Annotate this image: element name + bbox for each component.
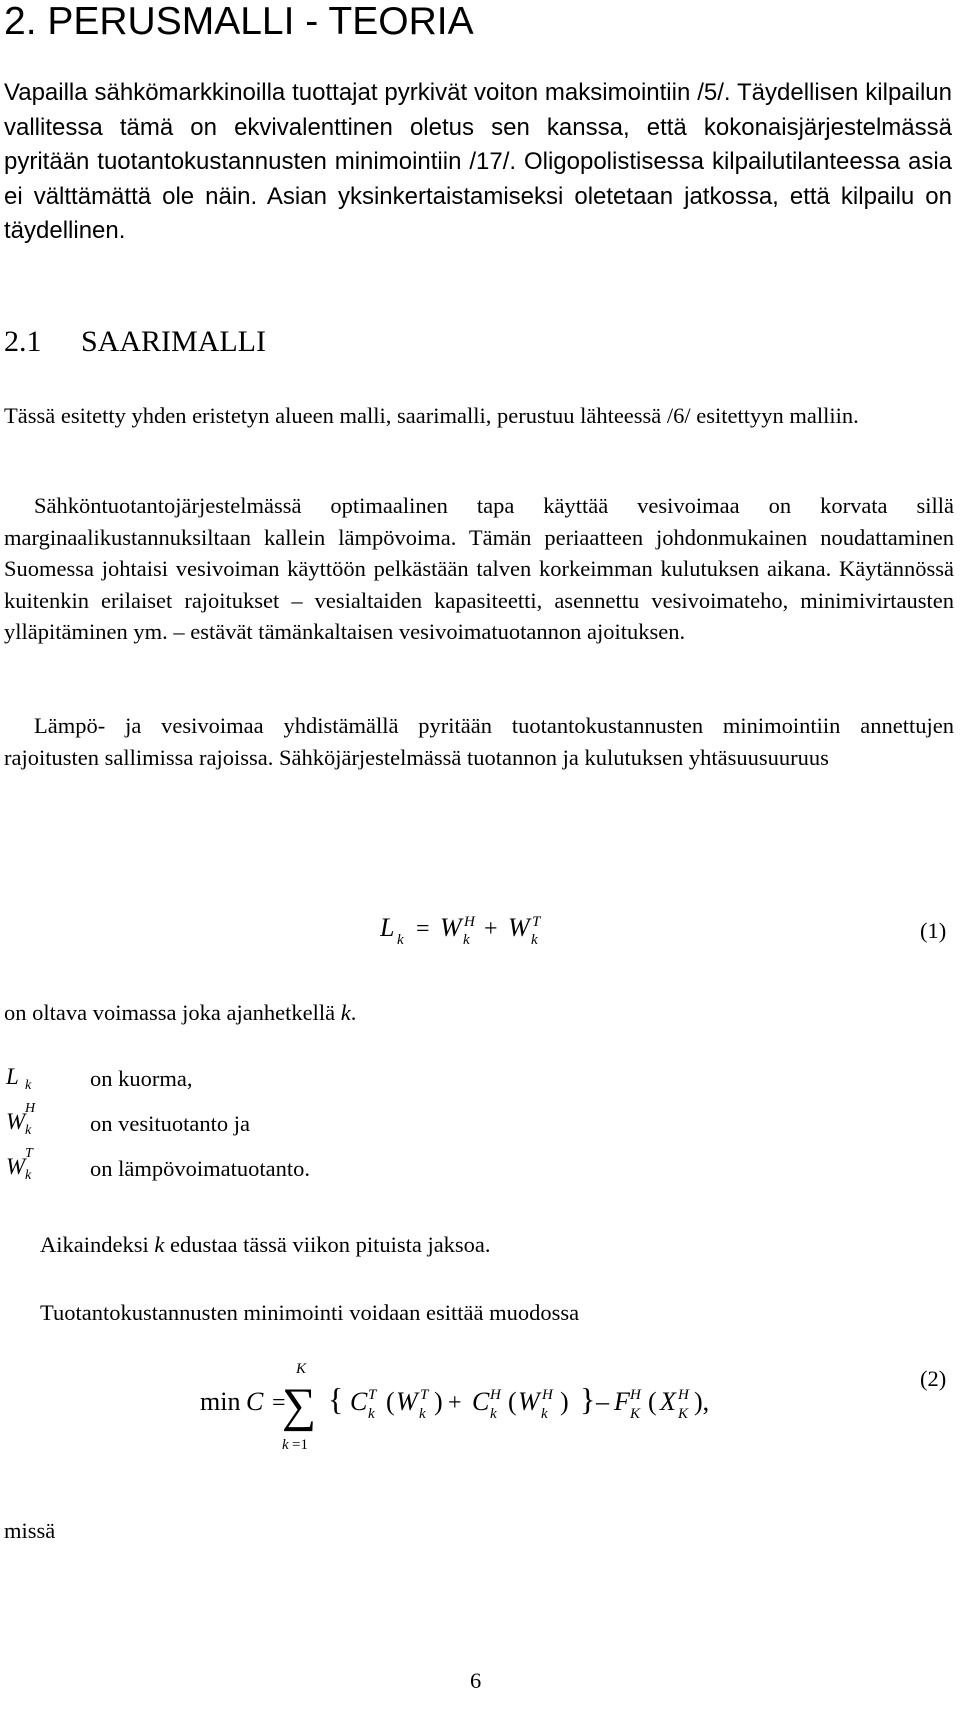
svg-text:C: C bbox=[350, 1387, 368, 1416]
paragraph-cost-minimization bbox=[4, 710, 954, 773]
paragraph-model-source: Tässä esitetty yhden eristetyn alueen malli, saarimalli, perustuu lähteessä /6/ esitettyyn malliin. bbox=[4, 403, 859, 428]
svg-text:): ) bbox=[560, 1387, 569, 1416]
definition-desc: on vesituotanto ja bbox=[90, 1111, 250, 1136]
svg-text:=: = bbox=[416, 916, 430, 942]
svg-text:k: k bbox=[368, 1406, 375, 1422]
page-number: 6 bbox=[470, 1668, 482, 1693]
paragraph-cost-minimization-text: Lämpö- ja vesivoimaa yhdistämällä pyritään tuotantokustannusten minimointiin annettujen rajoitusten sallimissa rajoissa. Sähköjärjestelmässä tuotannon ja kulutuksen yhtäsuusuuruus bbox=[4, 713, 954, 770]
svg-text:T: T bbox=[532, 914, 541, 930]
section-title: SAARIMALLI bbox=[81, 325, 266, 358]
svg-text:W: W bbox=[518, 1387, 540, 1416]
svg-text:C: C bbox=[246, 1387, 264, 1416]
balance-condition-text: on oltava voimassa joka ajanhetkellä k. bbox=[4, 1000, 357, 1025]
svg-text:k: k bbox=[463, 932, 470, 948]
missa-text: missä bbox=[4, 1518, 56, 1543]
equation-balance bbox=[380, 900, 580, 960]
symbol-hydro: W H k bbox=[6, 1101, 36, 1138]
svg-text:k: k bbox=[282, 1437, 289, 1453]
paragraph-hydro-optimization bbox=[4, 490, 954, 648]
svg-text:(: ( bbox=[386, 1387, 395, 1416]
symbol-thermal: W T k bbox=[6, 1146, 33, 1183]
svg-text:–: – bbox=[596, 1387, 609, 1416]
svg-text:k: k bbox=[397, 932, 404, 948]
svg-text:H: H bbox=[542, 1387, 553, 1403]
section-heading bbox=[4, 324, 266, 360]
balance-condition-var: k bbox=[340, 1000, 351, 1025]
svg-text:K: K bbox=[296, 1361, 307, 1377]
svg-text:W: W bbox=[396, 1387, 418, 1416]
equation-2-number: (2) bbox=[920, 1366, 947, 1391]
svg-text:=: = bbox=[272, 1390, 286, 1416]
svg-text:H: H bbox=[630, 1387, 641, 1403]
definition-desc: on kuorma, bbox=[90, 1066, 193, 1091]
equation-minimization bbox=[200, 1355, 760, 1455]
svg-text:(: ( bbox=[508, 1387, 517, 1416]
svg-text:+: + bbox=[448, 1390, 462, 1416]
svg-text:L: L bbox=[380, 913, 395, 942]
minimization-intro: Tuotantokustannusten minimointi voidaan esittää muodossa bbox=[40, 1300, 580, 1325]
intro-paragraph: Vapailla sähkömarkkinoilla tuottajat pyrkivät voiton maksimointiin /5/. Täydellisen kilpailun vallitessa tämä on ekvivalenttinen oletus sen kanssa, että kokonaisjärjestelmässä pyritään tuotantokustannusten minimointiin /17/. Oligopolistisessa kilpailutilanteessa asia ei välttämättä ole näin. Asian yksinkertaistamiseksi oletetaan jatkossa, että kilpailu on täydellinen. bbox=[4, 79, 952, 244]
svg-text:),: ), bbox=[694, 1387, 710, 1416]
svg-text:T: T bbox=[420, 1387, 429, 1403]
symbol-load: L k bbox=[6, 1064, 32, 1093]
svg-text:∑: ∑ bbox=[282, 1379, 317, 1432]
svg-text:k: k bbox=[490, 1406, 497, 1422]
svg-text:C: C bbox=[472, 1387, 490, 1416]
definition-desc: on lämpövoimatuotanto. bbox=[90, 1156, 310, 1181]
svg-text:H: H bbox=[464, 914, 475, 930]
svg-text:k: k bbox=[541, 1406, 548, 1422]
svg-text:H: H bbox=[678, 1387, 689, 1403]
svg-text:H: H bbox=[490, 1387, 501, 1403]
section-number: 2.1 bbox=[4, 325, 42, 358]
svg-text:k: k bbox=[531, 932, 538, 948]
svg-text:K: K bbox=[678, 1406, 689, 1422]
time-index-text: Aikaindeksi k edustaa tässä viikon pituista jaksoa. bbox=[40, 1232, 491, 1257]
svg-text:{: { bbox=[328, 1381, 344, 1417]
time-index-var: k bbox=[154, 1232, 165, 1257]
svg-text:T: T bbox=[368, 1387, 377, 1403]
svg-text:+: + bbox=[484, 916, 498, 942]
svg-text:=1: =1 bbox=[292, 1437, 308, 1453]
svg-text:W: W bbox=[508, 913, 530, 942]
svg-text:F: F bbox=[614, 1387, 630, 1416]
equation-1-number: (1) bbox=[920, 918, 947, 943]
svg-text:k: k bbox=[419, 1406, 426, 1422]
svg-text:(: ( bbox=[648, 1387, 657, 1416]
page-heading: 2. PERUSMALLI - TEORIA bbox=[4, 0, 474, 43]
paragraph-hydro-optimization-text: Sähköntuotantojärjestelmässä optimaalinen tapa käyttää vesivoimaa on korvata sillä marginaalikustannuksiltaan kallein lämpövoima. Tämän periaatteen johdonmukainen noudattaminen Suomessa johtaisi vesivoiman käyttöön pelkästään talven korkeimman kulutuksen aikana. Käytännössä kuitenkin erilaiset rajoitukset – vesialtaiden kapasiteetti, asennettu vesivoimateho, minimivirtausten ylläpitäminen ym. – estävät tämänkaltaisen vesivoimatuotannon ajoituksen. bbox=[4, 493, 954, 645]
svg-text:}: } bbox=[580, 1381, 596, 1417]
svg-text:K: K bbox=[630, 1406, 641, 1422]
svg-text:min: min bbox=[200, 1387, 241, 1416]
svg-text:X: X bbox=[660, 1387, 676, 1416]
svg-text:): ) bbox=[434, 1387, 443, 1416]
svg-text:W: W bbox=[440, 913, 462, 942]
